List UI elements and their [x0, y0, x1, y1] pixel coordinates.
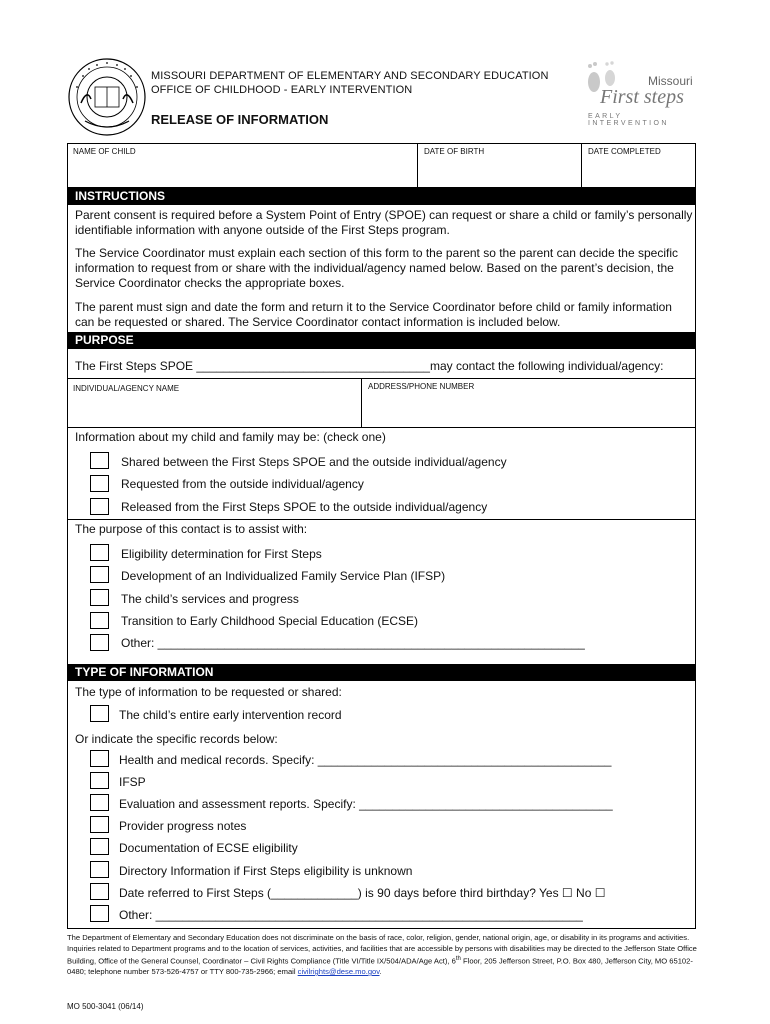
- checkbox-ecse-eligibility[interactable]: [90, 838, 109, 855]
- divider: [67, 519, 696, 520]
- department-name: MISSOURI DEPARTMENT OF ELEMENTARY AND SECONDARY EDUCATION: [151, 70, 549, 82]
- record-progress-notes: Provider progress notes: [119, 819, 247, 833]
- footer-text-a: The Department of Elementary and Secondary Education does not discriminate on the basis of race, color, religion, gender, national origin, age, or disability in its programs and activities. Inquiries related to Department programs and to the location of services, activities, and facilities that are accessible by persons with disabilities may be directed to the Jefferson State Office Building, Office of the General Counsel, Coordinator – Civil Rights Compliance (Title VI/Title IX/504/ADA/Age Act), 6: [67, 933, 697, 966]
- checkbox-health-records[interactable]: [90, 750, 109, 767]
- option-other-purpose: Other: ________________________________________________________________: [121, 636, 585, 650]
- option-shared: Shared between the First Steps SPOE and the outside individual/agency: [121, 455, 507, 469]
- divider: [417, 143, 418, 187]
- logo-early-intervention: EARLY INTERVENTION: [588, 113, 669, 127]
- date-of-birth-label: DATE OF BIRTH: [424, 147, 485, 156]
- instructions-heading: [68, 188, 695, 205]
- form-number: MO 500-3041 (06/14): [67, 1002, 144, 1011]
- purpose-heading: [68, 332, 695, 349]
- checkbox-ifsp[interactable]: [90, 772, 109, 789]
- logo-first-steps: First steps: [600, 86, 684, 108]
- option-eligibility: Eligibility determination for First Steps: [121, 547, 322, 561]
- checkbox-services-progress[interactable]: [90, 589, 109, 606]
- option-transition-ecse: Transition to Early Childhood Special Education (ECSE): [121, 614, 419, 628]
- checkbox-evaluation-reports[interactable]: [90, 794, 109, 811]
- first-steps-logo: [578, 58, 696, 127]
- checkbox-directory-info[interactable]: [90, 861, 109, 878]
- name-of-child-label: NAME OF CHILD: [73, 147, 136, 156]
- agency-name-field[interactable]: [70, 394, 360, 424]
- checkbox-other-record[interactable]: [90, 905, 109, 922]
- divider: [581, 143, 582, 187]
- checkbox-date-referred[interactable]: [90, 883, 109, 900]
- type-of-information-heading: [68, 664, 695, 681]
- option-ifsp-development: Development of an Individualized Family Service Plan (IFSP): [121, 569, 446, 583]
- checkbox-transition-ecse[interactable]: [90, 612, 109, 629]
- divider: [67, 378, 696, 379]
- agency-name-label: INDIVIDUAL/AGENCY NAME: [73, 384, 180, 393]
- checkbox-ifsp-development[interactable]: [90, 566, 109, 583]
- instructions-heading-text: INSTRUCTIONS: [75, 189, 165, 203]
- record-evaluation: Evaluation and assessment reports. Specify: ______________________________________: [119, 797, 613, 811]
- checkbox-other-purpose[interactable]: [90, 634, 109, 651]
- option-released: Released from the First Steps SPOE to the outside individual/agency: [121, 500, 488, 514]
- purpose-heading-text: PURPOSE: [75, 333, 134, 347]
- address-phone-field[interactable]: [366, 394, 692, 424]
- checkbox-requested[interactable]: [90, 475, 109, 492]
- footer-text-c: .: [379, 967, 382, 977]
- checkbox-eligibility[interactable]: [90, 544, 109, 561]
- office-name: OFFICE OF CHILDHOOD - EARLY INTERVENTION: [151, 84, 413, 96]
- option-entire-record: The child’s entire early intervention record: [119, 708, 342, 722]
- checkbox-shared[interactable]: [90, 452, 109, 469]
- date-completed-field[interactable]: [584, 157, 692, 185]
- record-ifsp: IFSP: [119, 775, 146, 789]
- record-other: Other: ________________________________________________________________: [119, 908, 583, 922]
- form-title: RELEASE OF INFORMATION: [151, 112, 329, 127]
- date-of-birth-field[interactable]: [420, 157, 578, 185]
- footer-text-b: Floor, 205 Jefferson Street, P.O. Box 480, Jefferson City, MO 65102-0480; telephone number 573-526-4757 or TTY 800-735-2966; email: [67, 956, 693, 977]
- checkbox-released[interactable]: [90, 498, 109, 515]
- instructions-paragraph-1: Parent consent is required before a System Point of Entry (SPOE) can request or share a child or family’s personally identifiable information with anyone outside of the First Steps program.: [75, 208, 693, 237]
- checkbox-progress-notes[interactable]: [90, 816, 109, 833]
- record-directory-info: Directory Information if First Steps eligibility is unknown: [119, 864, 413, 878]
- nondiscrimination-statement: [67, 933, 703, 978]
- name-of-child-field[interactable]: [70, 157, 414, 185]
- spoe-line: The First Steps SPOE ___________________________________may contact the following individual/agency:: [75, 359, 664, 373]
- address-phone-label: ADDRESS/PHONE NUMBER: [368, 382, 475, 391]
- option-services-progress: The child’s services and progress: [121, 592, 299, 606]
- divider: [361, 378, 362, 427]
- footer-sup: th: [455, 956, 461, 962]
- logo-missouri: Missouri: [648, 74, 693, 88]
- info-prompt: Information about my child and family may be: (check one): [75, 430, 386, 444]
- record-ecse-eligibility: Documentation of ECSE eligibility: [119, 841, 298, 855]
- instructions-paragraph-2: The Service Coordinator must explain each section of this form to the parent so the parent can decide the specific information to request from or share with the individual/agency named below. Based on the parent’s decision, the Service Coordinator checks the appropriate boxes.: [75, 246, 678, 290]
- date-completed-label: DATE COMPLETED: [588, 147, 661, 156]
- type-heading-text: TYPE OF INFORMATION: [75, 665, 214, 679]
- contact-prompt: The purpose of this contact is to assist with:: [75, 522, 308, 536]
- option-requested: Requested from the outside individual/agency: [121, 477, 364, 491]
- missouri-state-seal: [67, 57, 147, 137]
- record-health: Health and medical records. Specify: ____________________________________________: [119, 753, 612, 767]
- instructions-paragraph-3: The parent must sign and date the form and return it to the Service Coordinator before child or family information can be requested or shared. The Service Coordinator contact information is included below.: [75, 300, 672, 329]
- civil-rights-email-link[interactable]: civilrights@dese.mo.gov: [297, 967, 380, 977]
- record-date-referred: Date referred to First Steps (_____________) is 90 days before third birthday? Yes ☐ No ☐: [119, 886, 606, 900]
- checkbox-entire-record[interactable]: [90, 705, 109, 722]
- specific-records-prompt: Or indicate the specific records below:: [75, 732, 278, 746]
- divider: [67, 427, 696, 428]
- type-prompt: The type of information to be requested or shared:: [75, 685, 342, 699]
